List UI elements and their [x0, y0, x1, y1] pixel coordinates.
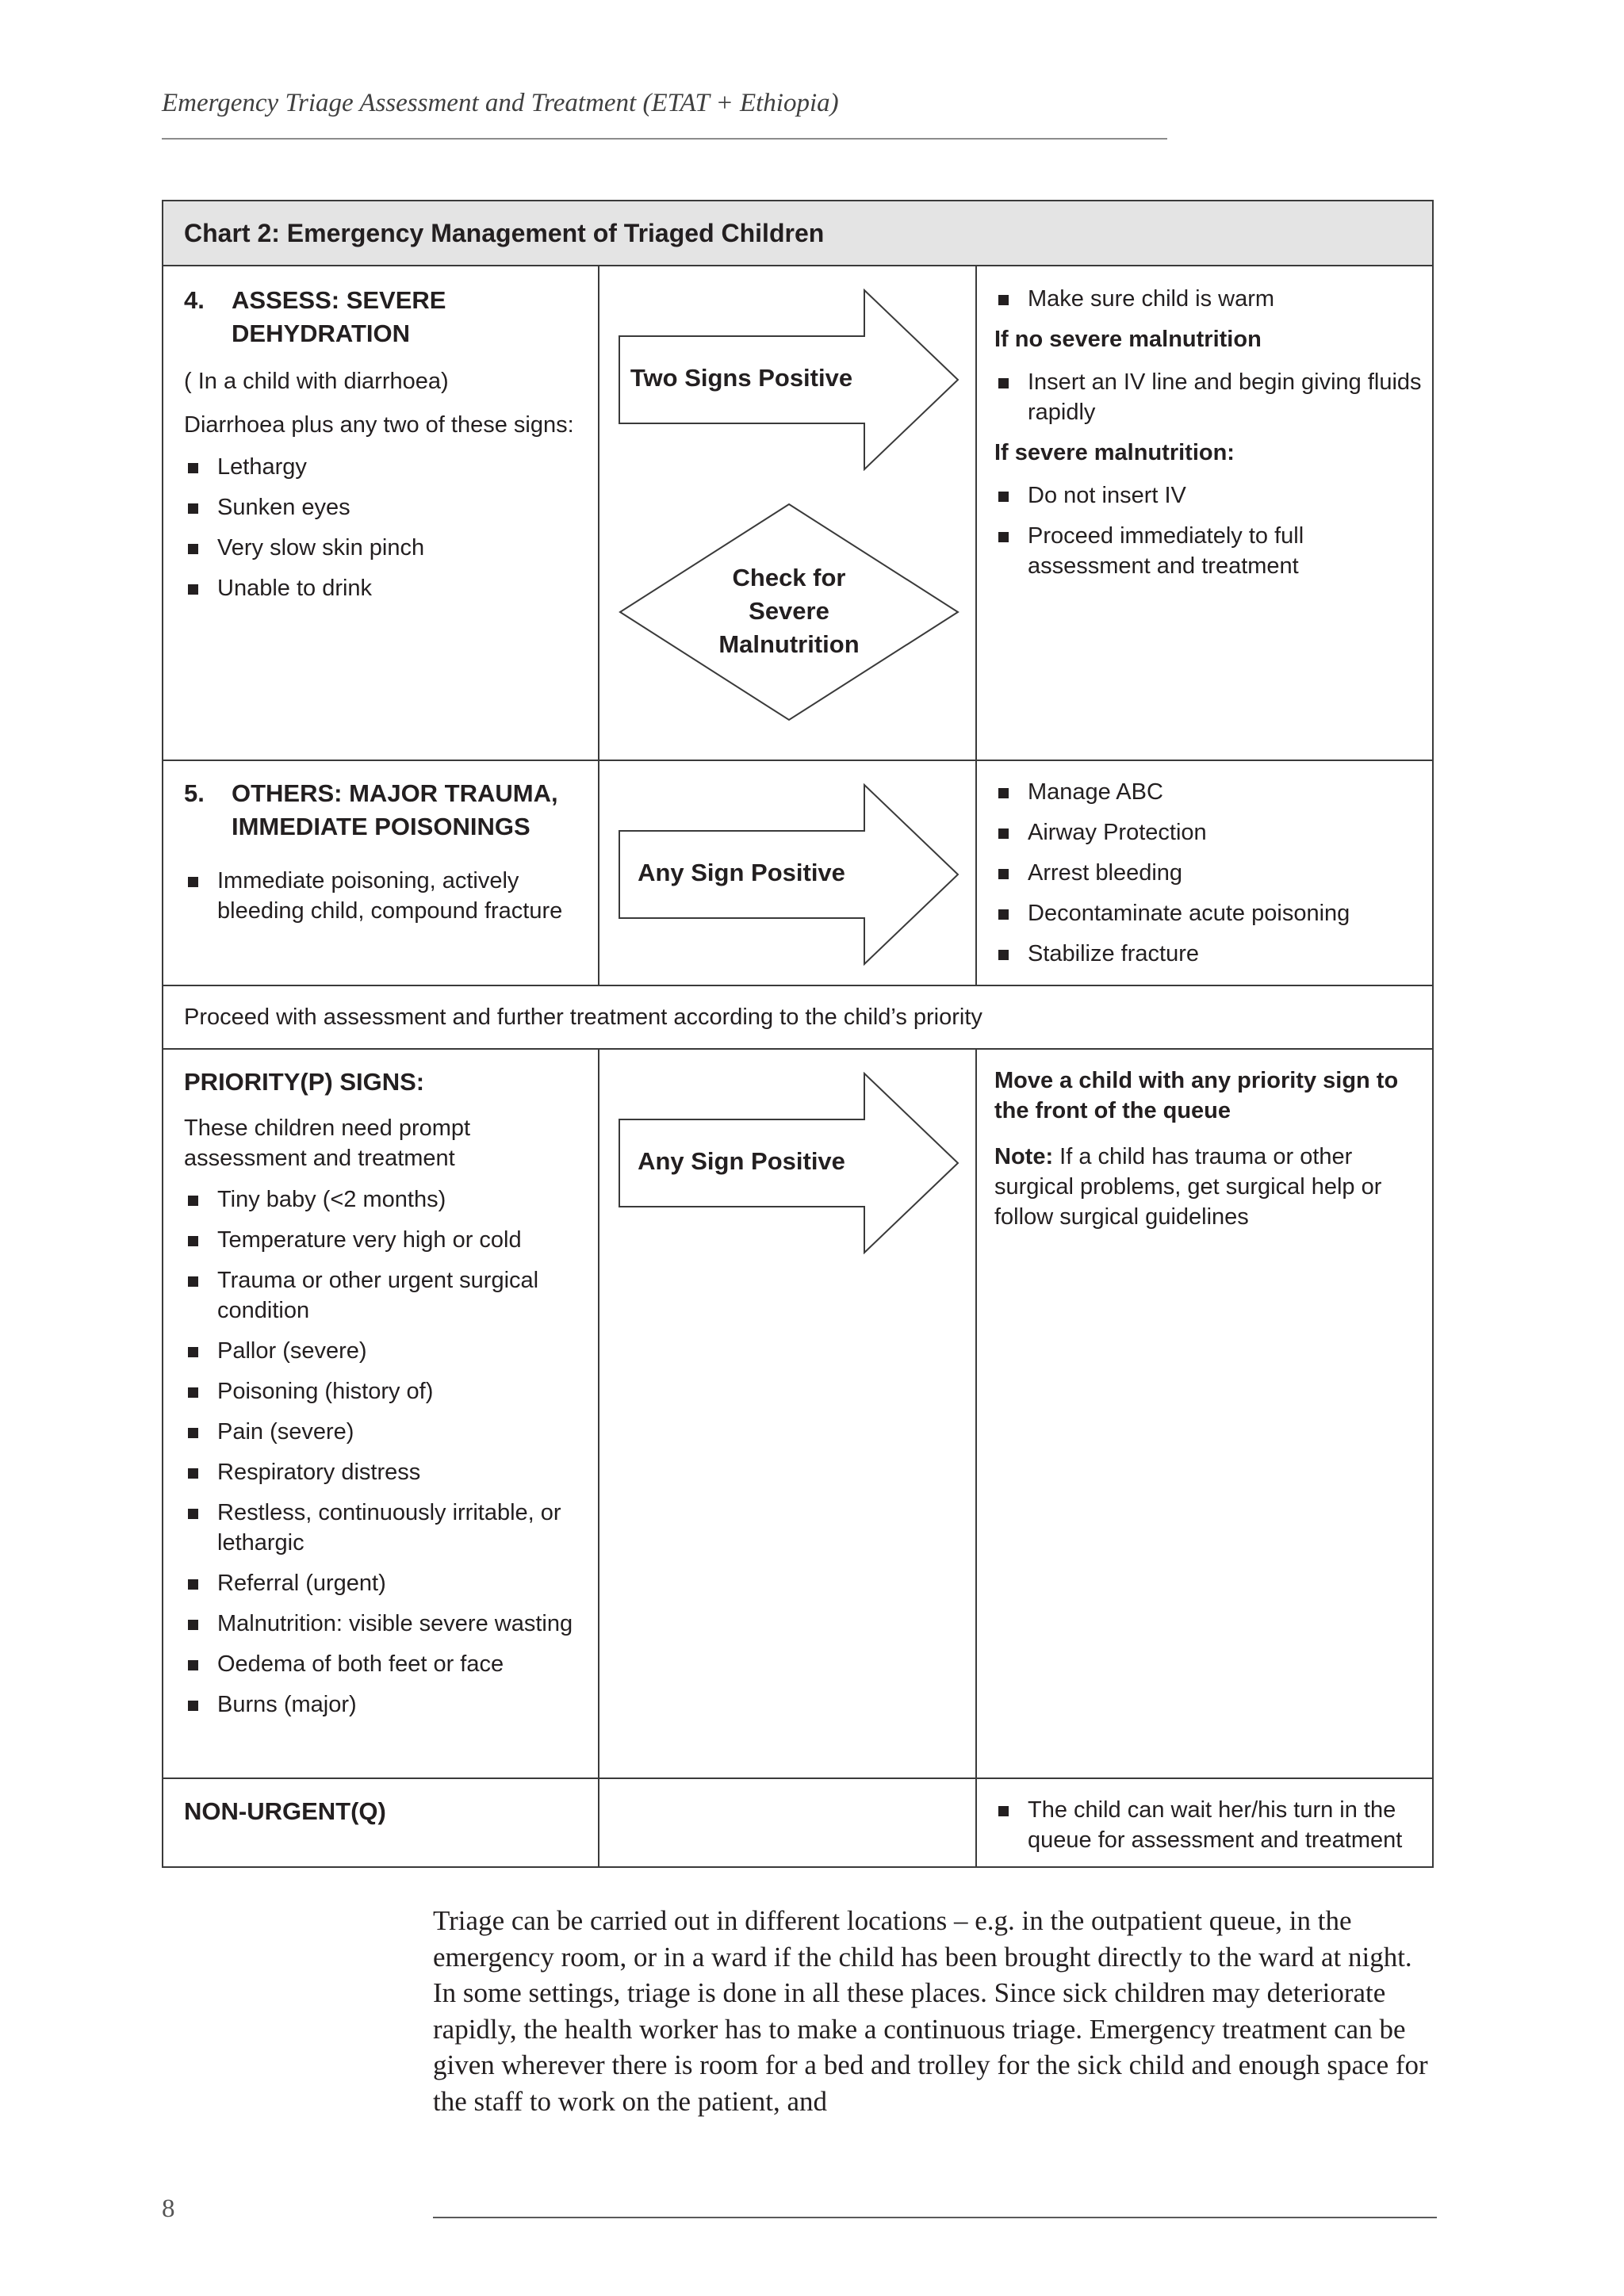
list-item: Proceed immediately to full assessment and treatment — [994, 521, 1423, 581]
list-item: Airway Protection — [994, 817, 1423, 848]
two-signs-positive-label: Two Signs Positive — [630, 364, 853, 392]
nonurgent-heading: NON-URGENT(Q) — [184, 1797, 386, 1825]
priority-criteria-cell — [184, 1066, 580, 1730]
row-divider-2 — [163, 985, 1432, 986]
list-item: Respiratory distress — [184, 1457, 580, 1487]
list-item: Lethargy — [184, 452, 580, 482]
list-item: The child can wait her/his turn in the queue for assessment and treatment — [994, 1795, 1423, 1855]
row-divider-1 — [163, 760, 1432, 761]
header-rule — [162, 138, 1167, 140]
list-item: Pain (severe) — [184, 1417, 580, 1447]
page-number: 8 — [162, 2195, 175, 2223]
note-label: Note: — [994, 1144, 1054, 1169]
dehydration-heading-line1: ASSESS: SEVERE — [232, 286, 446, 314]
note-text: If a child has trauma or other surgical problems, get surgical help or follow surgical guidelines — [994, 1144, 1382, 1230]
list-item: Temperature very high or cold — [184, 1225, 580, 1255]
priority-heading: PRIORITY(P) SIGNS: — [184, 1068, 425, 1096]
list-item: Restless, continuously irritable, or lethargic — [184, 1498, 580, 1558]
priority-intro: These children need prompt assessment and treatment — [184, 1115, 471, 1171]
list-item: Insert an IV line and begin giving fluids rapidly — [994, 367, 1423, 427]
list-item: Decontaminate acute poisoning — [994, 898, 1423, 928]
proceed-note: Proceed with assessment and further treatment according to the child’s priority — [184, 1004, 982, 1030]
chart-title-bar — [163, 201, 1432, 266]
priority-actions-cell — [994, 1066, 1423, 1232]
list-item: Make sure child is warm — [994, 284, 1423, 314]
body-text: Triage can be carried out in different locations – e.g. in the outpatient queue, in the emergency room, or in a ward if the child has been brought directly to the ward at night. In some settings, triage is done in all these places. Since sick children may deteriorate rapidly, the health worker has to make a continuous triage. Emergency treatment can be given wherever there is room for a bed and trolley for the sick child and enough space for the staff to work on the patient, and — [433, 1905, 1428, 2117]
row-divider-4 — [163, 1777, 1432, 1779]
row-divider-3 — [163, 1048, 1432, 1050]
any-sign-positive-label-priority: Any Sign Positive — [638, 1147, 845, 1175]
trauma-number: 5. — [184, 779, 205, 807]
dehydration-signs-list — [184, 452, 580, 603]
footer-rule — [433, 2217, 1437, 2218]
list-item: Pallor (severe) — [184, 1336, 580, 1366]
column-divider-right-lower — [975, 1048, 977, 1868]
dehydration-heading — [184, 284, 580, 350]
dehydration-heading-line2: DEHYDRATION — [232, 320, 411, 347]
check-malnutrition-label: Check for Severe Malnutrition — [718, 564, 860, 658]
running-header: Emergency Triage Assessment and Treatment (ETAT + Ethiopia) — [162, 89, 839, 117]
list-item: Arrest bleeding — [994, 858, 1423, 888]
column-divider-left-lower — [598, 1048, 599, 1868]
list-item: Poisoning (history of) — [184, 1376, 580, 1406]
any-sign-positive-label-trauma: Any Sign Positive — [638, 859, 845, 886]
nonurgent-criteria-cell — [184, 1795, 580, 1828]
list-item: Immediate poisoning, actively bleeding child, compound fracture — [184, 866, 580, 926]
priority-action-heading: Move a child with any priority sign to the front of the queue — [994, 1068, 1399, 1123]
list-item: Burns (major) — [184, 1689, 580, 1720]
nonurgent-actions-cell — [994, 1795, 1423, 1866]
list-item: Tiny baby (<2 months) — [184, 1184, 580, 1215]
emergency-management-chart — [162, 200, 1434, 1868]
trauma-heading — [184, 777, 580, 844]
list-item: Sunken eyes — [184, 492, 580, 522]
list-item: Stabilize fracture — [994, 939, 1423, 969]
dehydration-actions-cell — [994, 284, 1423, 591]
list-item: Oedema of both feet or face — [184, 1649, 580, 1679]
dehydration-criteria-cell — [184, 284, 580, 614]
list-item: Manage ABC — [994, 777, 1423, 807]
priority-note — [994, 1142, 1423, 1232]
no-malnutrition-heading: If no severe malnutrition — [994, 327, 1262, 352]
trauma-actions-cell — [994, 777, 1423, 979]
dehydration-number: 4. — [184, 286, 205, 314]
dehydration-intro: Diarrhoea plus any two of these signs: — [184, 412, 574, 438]
trauma-heading-line1: OTHERS: MAJOR TRAUMA, — [232, 779, 558, 807]
list-item: Very slow skin pinch — [184, 533, 580, 563]
trauma-criteria-cell — [184, 777, 580, 936]
malnutrition-heading: If severe malnutrition: — [994, 440, 1235, 465]
body-paragraph — [433, 1903, 1440, 2119]
chart-title: Chart 2: Emergency Management of Triaged Children — [184, 219, 825, 247]
list-item: Trauma or other urgent surgical condition — [184, 1265, 580, 1326]
dehydration-qualifier: ( In a child with diarrhoea) — [184, 369, 449, 394]
list-item: Do not insert IV — [994, 480, 1423, 511]
list-item: Unable to drink — [184, 573, 580, 603]
list-item: Referral (urgent) — [184, 1568, 580, 1598]
priority-signs-list — [184, 1184, 580, 1720]
trauma-heading-line2: IMMEDIATE POISONINGS — [232, 813, 530, 840]
list-item: Malnutrition: visible severe wasting — [184, 1609, 580, 1639]
column-divider-right-upper — [975, 266, 977, 985]
column-divider-left-upper — [598, 266, 599, 985]
